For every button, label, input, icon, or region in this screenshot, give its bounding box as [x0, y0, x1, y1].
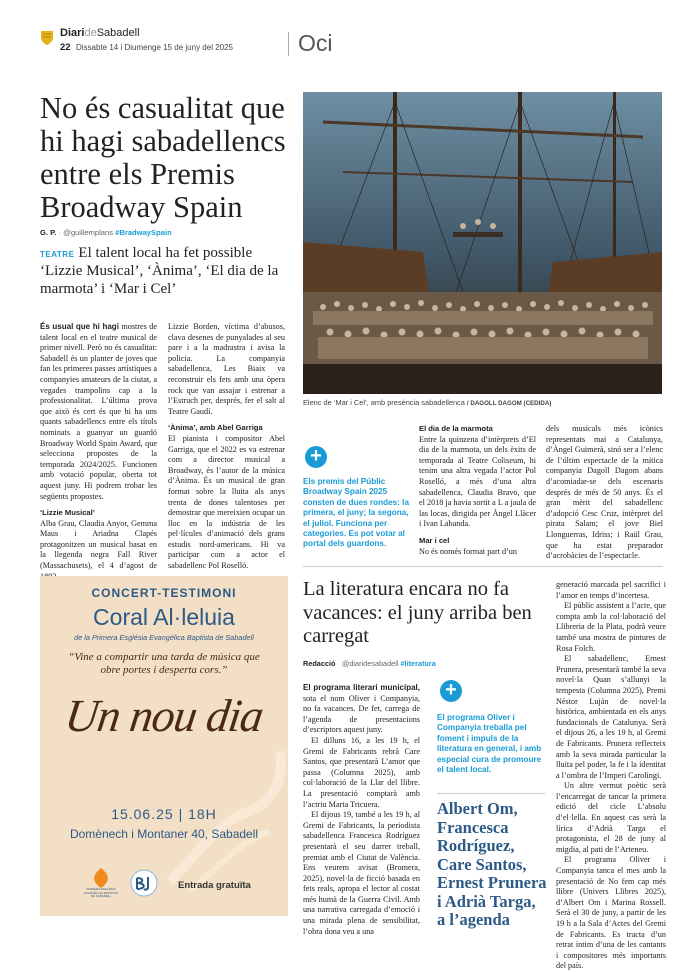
plus-icon-2: +: [440, 680, 462, 702]
logo: DiarideSabadell: [60, 27, 140, 39]
ad-address: Domènech i Montaner 40, Sabadell: [69, 827, 259, 841]
logo-shield-icon: [40, 30, 54, 46]
article1-col4: dels musicals més icònics representats mai a Catalunya, d’Àngel Guimerà, sinó ser a l’elenc de l’últim espectacle de la mítica companyia Dagoll Dagom abans d’acomiadar-se dels escenaris després de més de 50 anys. És el gran mèrit del sabadellenc d’adopció Cesc Cruz, intèrpret del pirata Salam; el jove Biel Llonguerras, Idriss; i Raül Grau, que ha estat preparador d’acrobàcies de l’espectacle.: [546, 424, 663, 561]
article1-headline: No és casualitat que hi hagi sabadellencs entre els Premis Broadway Spain: [40, 91, 286, 224]
plus-icon: +: [305, 446, 327, 468]
sponsor-logo-icon: [124, 868, 164, 898]
ad-subtitle: de la Primera Església Evangèlica Baptista de Sabadell: [74, 633, 254, 642]
ad-entry: Entrada gratuïta: [178, 880, 251, 891]
side-rule: [437, 793, 545, 794]
ad-datetime: 15.06.25 | 18H: [111, 806, 217, 822]
page-number: 22: [60, 42, 71, 53]
article1-kicker: TEATRE: [40, 250, 75, 259]
masthead: [40, 24, 680, 64]
article2-col1: El programa literari municipal, sota el nom Oliver i Companyia, no fa vacances. De fet, carrega de l’agenda de presentacions d’escriptors aquest juny. El dilluns 16, a les 19 h, el Gremi de Fabricants rebrà Care Santos, que presentarà L’amor que passa (Columna 2025), amb col·laboració de la Llar del llibre. La presentació comptarà amb l’actriu Marta Tricuera. El dijous 19, també a les 19 h, al Gremi de Fabricants, la periodista sabadellenca Francesca Rodríguez presentarà el seu darrer treball, premiat amb el Ciutat de València. Ens veurem avisat (Bromera, 2025), novel·la de ficció basada en fets reals, apropa el lector al costat més humà de la Guerra Civil. Amb una narrativa carregada d’emoció i una mirada plena de sensibilitat, l’obra dona veu a una: [303, 683, 420, 936]
article2-headline: La literatura encara no fa vacances: el juny arriba ben carregat: [303, 578, 532, 647]
article1-col2: Lizzie Borden, víctima d’abusos, clava desenes de punyalades al seu pare i a la madrastra i avisa la policia. La companyia sabadellenca, Les Biaix va reconstruir els fets amb una òpera rock que van assajar i estrenar a l’Estruch per, després, fer el salt al Teatre Gaudí. ‘Ànima’, amb Abel Garriga El pianista i compositor Abel Garriga, que el 2022 es va estrenar com a director musical a Broadway, és l’autor de la música d’Ànima. És un musical de gran format sobre la lluita als anys trenta de dones talentoses per demostrar que mereixien ocupar un lloc en la indústria de les pel·lícules d’animació dels grans estudis nord-americans. Hi va participar com a actor el sabadellenc Pol Roselló.: [168, 322, 285, 571]
article1-subhead: El talent local ha fet possible ‘Lizzie Musical’, ‘Ànima’, ‘El dia de la marmota’ i ‘Mar i Cel’: [40, 245, 279, 297]
article1-photo: [303, 92, 662, 394]
church-logo-text: PRIMERA ESGLÉSIA EVANGÈLICA BAPTISTA DE SABADELL: [84, 887, 118, 899]
divider-line: [303, 566, 663, 567]
ad-top-label: CONCERT-TESTIMONI: [91, 586, 237, 600]
section-divider: [288, 32, 289, 56]
ad-quote: “Vine a compartir una tarda de música que obre portes i desperta cors.”: [68, 651, 260, 676]
article2-pull-quote: Albert Om, Francesca Rodríguez, Care Santos, Ernest Prunera i Adrià Targa, a l’agenda: [437, 799, 547, 929]
concert-ad: [40, 576, 288, 916]
ad-title: Coral Al·leluia: [93, 604, 235, 630]
section-title: Oci: [298, 30, 333, 56]
article2-side-note: El programa Oliver i Companyia treballa pel foment i impuls de la literatura en general, i amb especial cura de promoure el talent local.: [437, 713, 542, 775]
church-logo: [86, 866, 116, 900]
issue-date: Dissabte 14 i Diumenge 15 de juny del 2025: [76, 43, 233, 52]
article1-subhead-block: [40, 244, 290, 298]
stage-photo-illustration: [303, 92, 662, 394]
article1-byline: G. P. · @guillemplans #BradwaySpain: [40, 228, 172, 237]
sponsor-logo: [124, 868, 164, 898]
photo-caption: Elenc de ‘Mar i Cel’, amb presència sabadellenca / DAGOLL DAGOM (CEDIDA): [303, 398, 552, 407]
article2-col3: generació marcada pel sacrifici i l’amor en temps d’incertesa. El públic assistent a l’acte, que compta amb la col·laboració del Llibreria de la Plata, podrà veure també una mostra de pintures de Rosa Folch. El sabadellenc, Ernest Prunera, presentarà també la seva novel·la Quan s’allunyi la tempesta (Columna 2025), Premi Néstor Luján de novel·la històrica, ambientada en els anys fundacionals de Catalunya. Serà el dijous 26, a les 19 h, al Gremi de Fabricants. Prunera reflecteix amb la seva mirada particular la lluita pel poder, la fe i la identitat a l’ombra de l’Imperi Carolingi. Un altre vermut poètic serà l’encarregat de tancar la primera edició del cicle L’absolu d’el·lella. En aquest cas serà la lírica d’Adrià Targa el protagonista, el 28 de juny al migdia, al pati de l’Arteneu. El programa Oliver i Companyia tanca el mes amb la presentació de No fem cap més llibre (Univers Llibres 2025), d’Albert Om i Marina Rossell. Serà el 30 de juny, a partir de les 19 h a la Sala d’Actes del Gremi de Fabricants. Es tracta d’un retrat íntim d’una de les cantants i compositores més importants del país.: [556, 580, 666, 971]
article1-side-note: Els premis del Públic Broadway Spain 2025 consten de dues rondes: la primera, el juny; la segona, el juliol. Funciona per categories. Es pot votar al portal dels guardons.: [303, 477, 410, 549]
article1-col1: És usual que hi hagi mostres de talent local en el teatre musical de primer nivell. Però no és casualitat: Sabadell és un planter de joves que fan les primeres passes artístiques a companyies amateurs de la ciutat, a vegades trampolins cap a la professionalitat. L’última prova que això és cert és que hi ha uns quants sabadellencs entre els títols nominats a guanyar un guardó Broadway World Spain Award, que selecciona propostes de la temporada 2024/2025. Funcionen amb votació popular, oberta tot aquest juny. Hi podrem trobar les següents propostes. ‘Lizzie Musical’ Alba Grau, Claudia Anyor, Gemma Maus i Ariadna Clapés protagonitzen un musical basat en la llegenda negra Fall River (Massachusets), el 4 d’agost de: [40, 322, 157, 571]
ad-script-title: Un nou dia: [61, 690, 267, 741]
article2-byline: Redacció · @diaridesabadell #literatura: [303, 659, 436, 668]
article1-col3: El dia de la marmota Entre la quinzena d’intèrprets d’El dia de la marmota, un dels èxits de temporada al Teatre Coliseum, hi tenim una altra vegada l’actor Pol Roselló, a més d’una altra sabadellenca, Claudia Bravo, que el 2018 ja havia sortit a L a jaula de las locas, dirigida per Àngel Llàcer i Ivan Labanda. Mar i cel No és només format part d’un: [419, 424, 536, 556]
